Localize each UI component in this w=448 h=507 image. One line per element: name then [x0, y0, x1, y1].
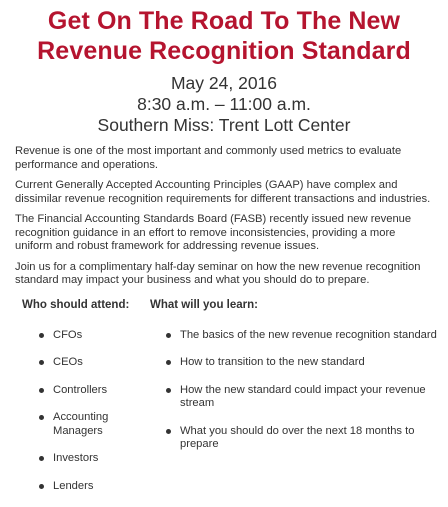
- list-item: [180, 425, 442, 452]
- learn-list: [180, 329, 442, 466]
- intro-paragraph-4: Join us for a complimentary half-day seminar on how the new revenue recognition standard may impact your business and what you should do to prepare.: [15, 261, 434, 288]
- learn-item-label: How to transition to the new standard: [180, 356, 365, 368]
- bullet-icon: [166, 388, 171, 393]
- learn-item-label: The basics of the new revenue recognition standard: [180, 329, 437, 341]
- list-item: [53, 329, 143, 343]
- event-date: May 24, 2016: [0, 73, 448, 94]
- attend-list: [53, 329, 143, 507]
- list-item: [180, 356, 442, 370]
- attend-item-label: CFOs: [53, 329, 82, 341]
- attend-item-label: Accounting Managers: [53, 411, 108, 437]
- bullet-icon: [39, 456, 44, 461]
- list-item: [180, 329, 442, 343]
- bullet-icon: [39, 415, 44, 420]
- learn-heading: What will you learn:: [150, 298, 258, 312]
- bullet-icon: [39, 360, 44, 365]
- attend-item-label: CEOs: [53, 356, 83, 368]
- event-location: Southern Miss: Trent Lott Center: [0, 115, 448, 136]
- learn-item-label: What you should do over the next 18 months to prepare: [180, 425, 414, 451]
- bullet-icon: [39, 333, 44, 338]
- content: [0, 145, 448, 288]
- list-item: [53, 411, 143, 438]
- bullet-icon: [39, 388, 44, 393]
- title-line-1: Get On The Road To The New: [0, 6, 448, 36]
- event-time: 8:30 a.m. – 11:00 a.m.: [0, 94, 448, 115]
- attend-item-label: Controllers: [53, 384, 107, 396]
- bullet-icon: [39, 484, 44, 489]
- intro-paragraph-3: The Financial Accounting Standards Board (FASB) recently issued new revenue recognition guidance in an effort to remove inconsistencies, providing a more uniform and robust framework for addressing revenue issues.: [15, 213, 434, 254]
- list-item: [53, 356, 143, 370]
- list-item: [53, 384, 143, 398]
- title-line-2: Revenue Recognition Standard: [0, 36, 448, 66]
- attend-heading: Who should attend:: [22, 298, 129, 312]
- list-item: [53, 452, 143, 466]
- learn-item-label: How the new standard could impact your revenue stream: [180, 384, 426, 410]
- event-info: [0, 73, 448, 136]
- list-item: [180, 384, 442, 411]
- attend-item-label: Lenders: [53, 480, 93, 492]
- bullet-icon: [166, 429, 171, 434]
- bullet-icon: [166, 360, 171, 365]
- list-item: [53, 480, 143, 494]
- intro-paragraph-2: Current Generally Accepted Accounting Principles (GAAP) have complex and dissimilar revenue recognition requirements for different transactions and industries.: [15, 179, 434, 206]
- intro-paragraph-1: Revenue is one of the most important and commonly used metrics to evaluate performance and operations.: [15, 145, 434, 172]
- bullet-icon: [166, 333, 171, 338]
- attend-item-label: Investors: [53, 452, 98, 464]
- page-title: [0, 0, 448, 66]
